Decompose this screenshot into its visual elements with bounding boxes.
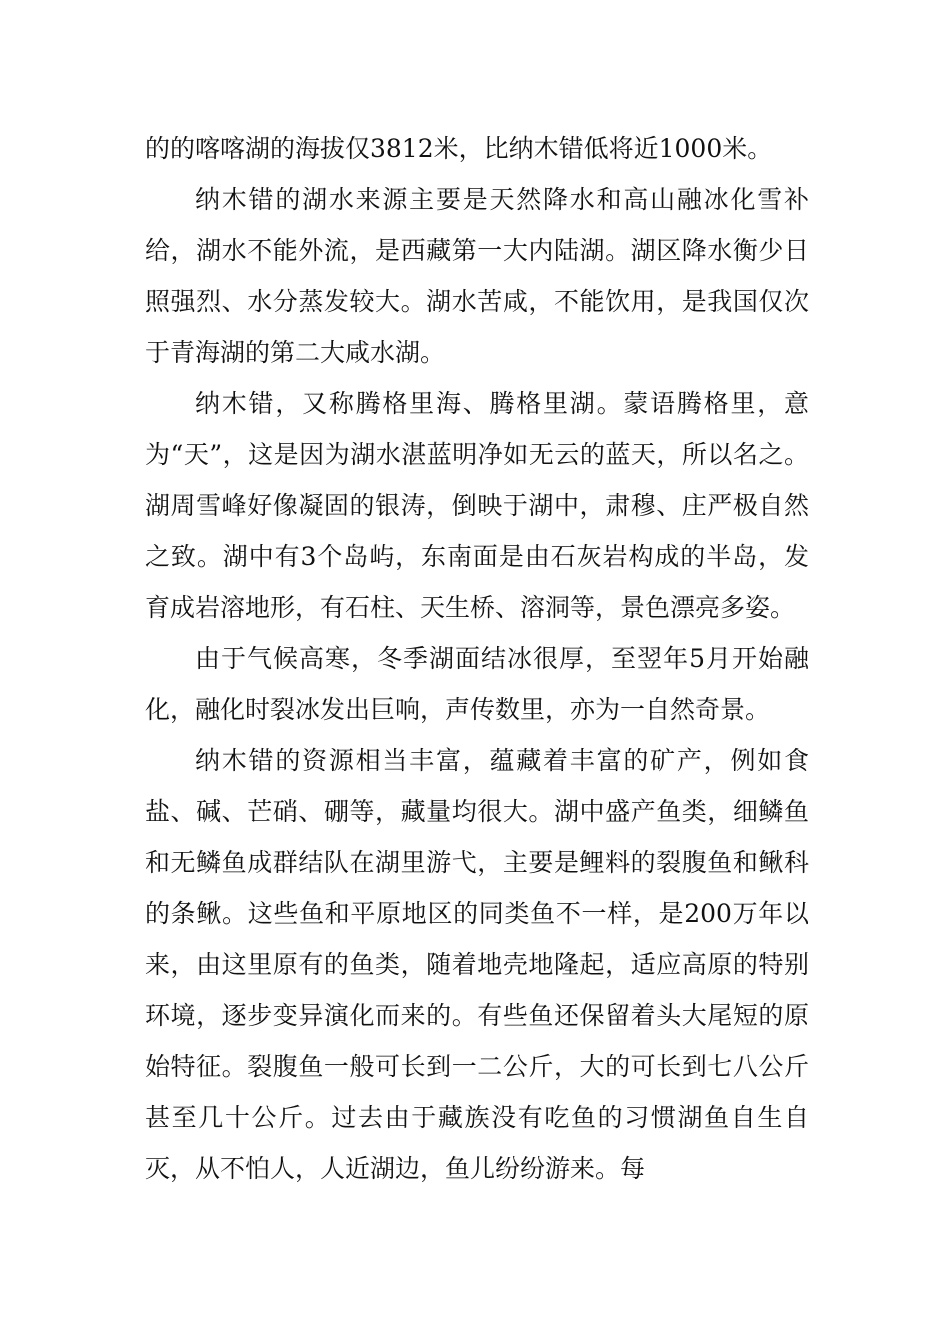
- paragraph-4: 由于气候高寒，冬季湖面结冰很厚，至翌年5月开始融化，融化时裂冰发出巨响，声传数里，亦为一自然奇景。: [145, 644, 809, 724]
- document-page: [145, 123, 809, 1194]
- paragraph-3: 纳木错，又称腾格里海、腾格里湖。蒙语腾格里，意为“天”，这是因为湖水湛蓝明净如无云的蓝天，所以名之。湖周雪峰好像凝固的银涛，倒映于湖中，肃穆、庄严极自然之致。湖中有3个岛屿，东南面是由石灰岩构成的半岛，发育成岩溶地形，有石柱、天生桥、溶洞等，景色漂亮多姿。: [145, 389, 809, 622]
- paragraph-5: 纳木错的资源相当丰富，蕴藏着丰富的矿产，例如食盐、碱、芒硝、硼等，藏量均很大。湖中盛产鱼类，细鳞鱼和无鳞鱼成群结队在湖里游弋，主要是鲤料的裂腹鱼和鳅科的条鳅。这些鱼和平原地区的同类鱼不一样，是200万年以来，由这里原有的鱼类，随着地壳地隆起，适应高原的特别环境，逐步变异演化而来的。有些鱼还保留着头大尾短的原始特征。裂腹鱼一般可长到一二公斤，大的可长到七八公斤甚至几十公斤。过去由于藏族没有吃鱼的习惯湖鱼自生自灭，从不怕人，人近湖边，鱼儿纷纷游来。每: [145, 746, 809, 1183]
- paragraph-1: 的的喀喀湖的海拔仅3812米，比纳木错低将近1000米。: [145, 134, 773, 163]
- paragraph-2: 纳木错的湖水来源主要是天然降水和高山融冰化雪补给，湖水不能外流，是西藏第一大内陆湖。湖区降水衡少日照强烈、水分蒸发较大。湖水苦咸，不能饮用，是我国仅次于青海湖的第二大咸水湖。: [145, 185, 809, 367]
